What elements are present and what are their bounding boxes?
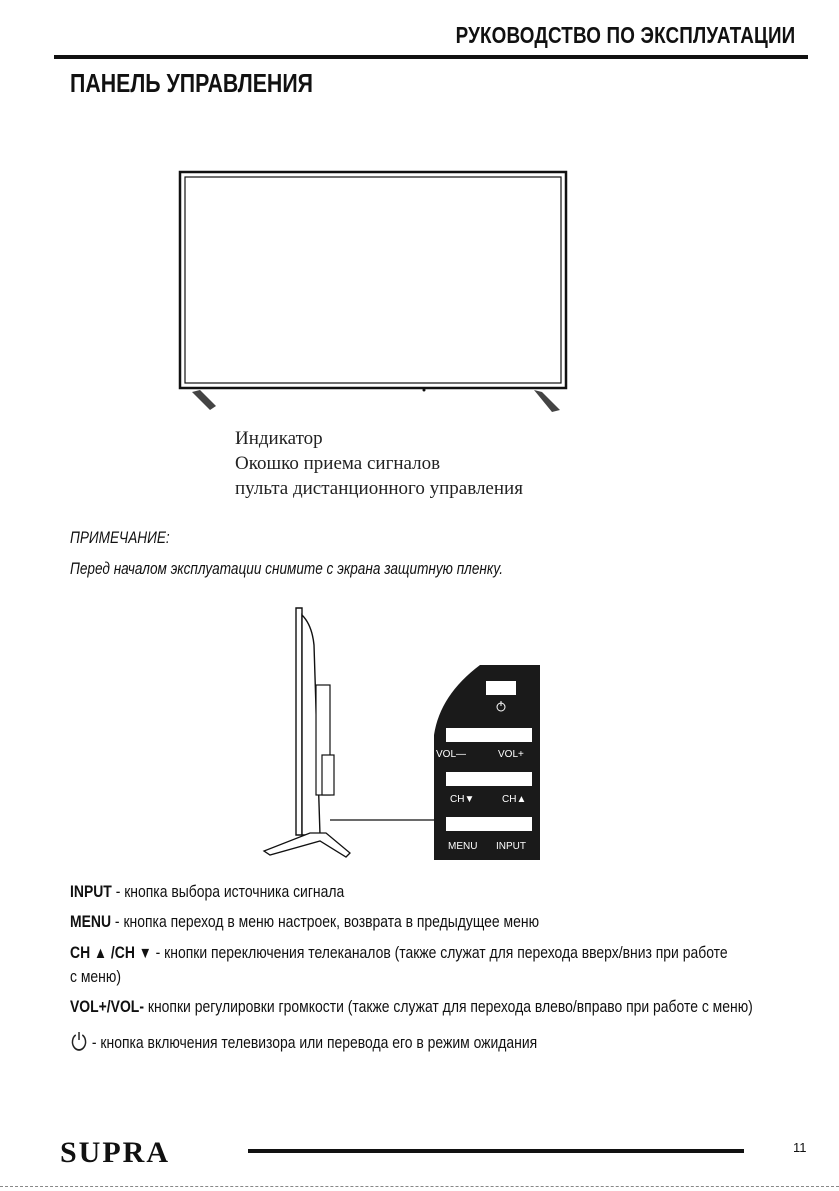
panel-vol-plus-label [498, 749, 524, 760]
desc-ch-continued: с меню) [70, 967, 121, 986]
triangle-down-icon: ▼ [138, 945, 152, 962]
footer-divider [248, 1149, 744, 1153]
desc-input-text: - кнопка выбора источника сигнала [111, 882, 345, 901]
svg-text:VOL—: VOL— [436, 749, 467, 760]
note-text: Перед началом эксплуатации снимите с экрана защитную пленку. [70, 559, 503, 578]
brand-logo: SUPRA [60, 1136, 171, 1169]
section-title: ПАНЕЛЬ УПРАВЛЕНИЯ [70, 68, 313, 98]
desc-input-key: INPUT [70, 882, 112, 901]
ir-window-label-cont: пульта дистанционного управления [235, 478, 523, 499]
svg-text:CH▼: CH▼ [450, 794, 475, 805]
header-divider [54, 55, 808, 59]
desc-ch-key-a: CH [70, 943, 95, 962]
ir-window-label: Окошко приема сигналов [235, 453, 441, 474]
desc-power-text: - кнопка включения телевизора или перевода его в режим ожидания [88, 1033, 538, 1052]
panel-menu-label [448, 841, 477, 852]
header-title: РУКОВОДСТВО ПО ЭКСПЛУАТАЦИИ [455, 22, 795, 48]
desc-vol [70, 996, 753, 1018]
desc-vol-text: кнопки регулировки громкости (также служат для перехода влево/вправо при работе с меню) [143, 997, 753, 1016]
desc-input [70, 881, 344, 903]
panel-ch-up-label [502, 794, 526, 805]
panel-vol-minus-label [436, 749, 466, 760]
panel-ch-down-label [450, 794, 474, 805]
panel-input-label [496, 841, 526, 852]
note-label: ПРИМЕЧАНИЕ: [70, 528, 170, 547]
desc-ch [70, 942, 728, 965]
svg-text:VOL+: VOL+ [498, 749, 524, 760]
desc-ch-key-b: /CH [107, 943, 139, 962]
svg-text:MENU: MENU [448, 841, 478, 852]
desc-power [70, 1030, 537, 1054]
desc-menu-text: - кнопка переход в меню настроек, возврата в предыдущее меню [111, 912, 540, 931]
indicator-caption [235, 426, 523, 501]
svg-text:INPUT: INPUT [496, 841, 526, 852]
page-number: 11 [793, 1140, 807, 1155]
power-icon [70, 1030, 88, 1052]
page-edge [0, 1186, 839, 1188]
desc-ch-text: - кнопки переключения телеканалов (также служат для перехода вверх/вниз при работе [151, 943, 728, 962]
svg-text:CH▲: CH▲ [502, 794, 527, 805]
desc-menu-key: MENU [70, 912, 112, 931]
triangle-up-icon: ▲ [94, 945, 108, 962]
tv-front-illustration [178, 170, 568, 418]
indicator-label: Индикатор [235, 428, 323, 449]
desc-vol-key: VOL+/VOL- [70, 997, 144, 1016]
tv-side-and-panel-diagram [250, 605, 550, 865]
desc-menu [70, 911, 539, 933]
